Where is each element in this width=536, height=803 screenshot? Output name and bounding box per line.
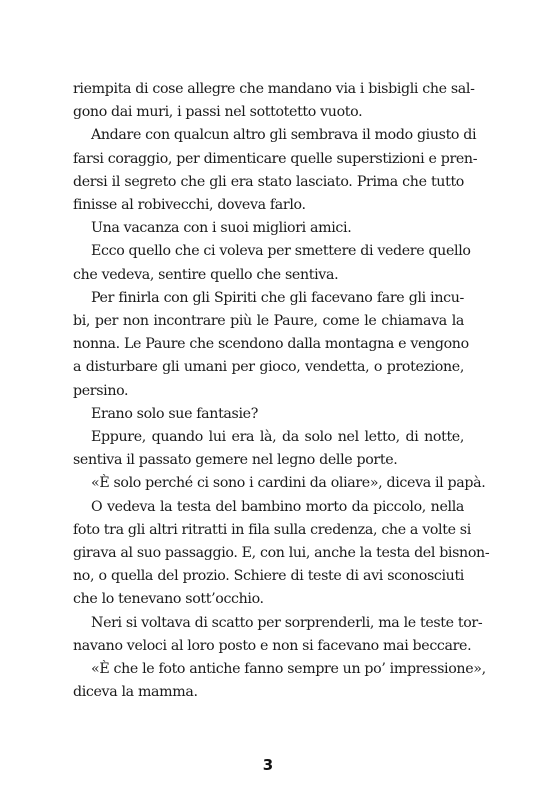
text-line: nonna. Le Paure che scendono dalla montagna e vengono bbox=[73, 336, 469, 353]
paragraph bbox=[73, 217, 464, 240]
text-line: Per finirla con gli Spiriti che gli facevano fare gli incu- bbox=[91, 289, 464, 306]
paragraph bbox=[73, 287, 469, 403]
text-line: foto tra gli altri ritratti in fila sulla credenza, che a volte si bbox=[73, 521, 471, 538]
paragraph bbox=[73, 612, 483, 658]
paragraph bbox=[73, 124, 478, 217]
text-line: bi, per non incontrare più le Paure, come le chiamava la bbox=[73, 313, 464, 330]
paragraph bbox=[73, 78, 475, 124]
text-line: Eppure, quando lui era là, da solo nel letto, di notte, bbox=[91, 429, 464, 446]
text-line: sentiva il passato gemere nel legno delle porte. bbox=[73, 452, 398, 469]
text-line: Erano solo sue fantasie? bbox=[91, 405, 258, 422]
text-line: diceva la mamma. bbox=[73, 684, 198, 701]
paragraph bbox=[73, 240, 471, 286]
paragraph bbox=[73, 472, 486, 495]
text-line: gono dai muri, i passi nel sottotetto vuoto. bbox=[73, 104, 363, 121]
text-line: finisse al robivecchi, doveva farlo. bbox=[73, 197, 306, 214]
text-line: no, o quella del prozio. Schiere di teste di avi sconosciuti bbox=[73, 568, 464, 585]
text-line: Andare con qualcun altro gli sembrava il modo giusto di bbox=[91, 127, 477, 144]
paragraph bbox=[73, 403, 464, 426]
paragraph bbox=[73, 426, 464, 472]
text-line: «È solo perché ci sono i cardini da oliare», diceva il papà. bbox=[91, 475, 486, 492]
text-line: «È che le foto antiche fanno sempre un po’ impressione», bbox=[91, 661, 486, 678]
text-line: dersi il segreto che gli era stato lasciato. Prima che tutto bbox=[73, 173, 464, 190]
text-line: persino. bbox=[73, 382, 129, 399]
body-text bbox=[73, 78, 490, 704]
paragraph bbox=[73, 658, 486, 704]
text-line: Una vacanza con i suoi migliori amici. bbox=[91, 220, 352, 237]
text-line: O vedeva la testa del bambino morto da piccolo, nella bbox=[91, 498, 464, 515]
page-number: 3 bbox=[262, 756, 274, 774]
text-line: che vedeva, sentire quello che sentiva. bbox=[73, 266, 339, 283]
text-line: farsi coraggio, per dimenticare quelle superstizioni e pren- bbox=[73, 150, 478, 167]
text-line: riempita di cose allegre che mandano via i bisbigli che sal- bbox=[73, 81, 475, 97]
paragraph bbox=[73, 496, 490, 612]
text-line: Neri si voltava di scatto per sorprenderli, ma le teste tor- bbox=[91, 614, 483, 631]
text-line: che lo tenevano sott’occhio. bbox=[73, 591, 264, 608]
text-line: navano veloci al loro posto e non si facevano mai beccare. bbox=[73, 637, 472, 654]
text-line: a disturbare gli umani per gioco, vendetta, o protezione, bbox=[73, 359, 464, 376]
text-line: girava al suo passaggio. E, con lui, anche la testa del bisnon- bbox=[73, 545, 490, 562]
text-line: Ecco quello che ci voleva per smettere di vedere quello bbox=[91, 243, 471, 260]
